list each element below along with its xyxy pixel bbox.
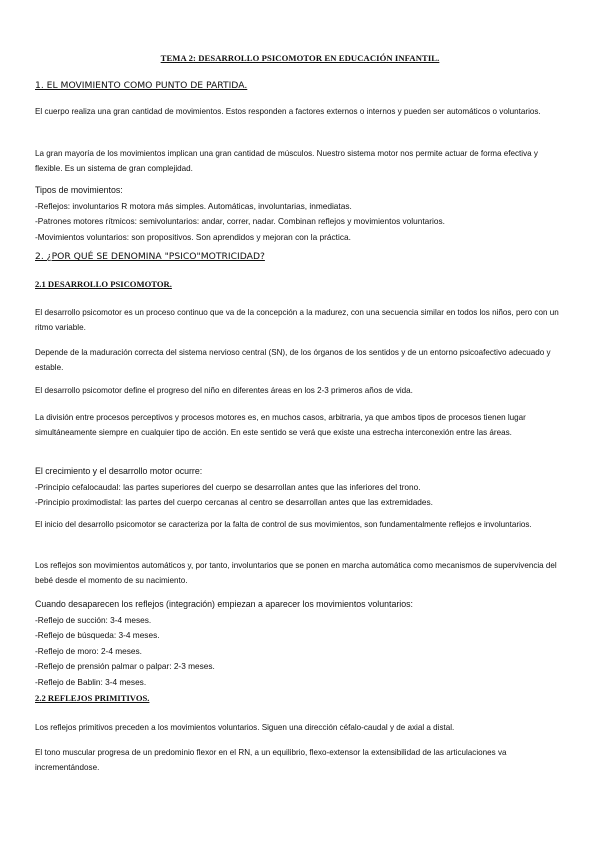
list-item: -Movimientos voluntarios: son propositivos. Son aprendidos y mejoran con la práctica. xyxy=(35,231,351,242)
section-1-paragraph: El cuerpo realiza una gran cantidad de movimientos. Estos responden a factores externos o internos y pueden ser automáticos o voluntarios. xyxy=(35,107,541,116)
movement-types-list xyxy=(35,183,565,245)
subsection-2-1-paragraph: La división entre procesos perceptivos y procesos motores es, en muchos casos, arbitraria, ya que ambos tipos de procesos tienen lugar simultáneamente siempre en cualquier tipo de acción. En este sentido se verá que existe una estrecha interconexión entre las áreas. xyxy=(35,413,526,437)
subsection-2-1-paragraph: El inicio del desarrollo psicomotor se caracteriza por la falta de control de sus movimientos, son fundamentalmente reflejos e involuntarios. xyxy=(35,520,532,529)
list-item: -Principio proximodistal: las partes del cuerpo cercanas al centro se desarrollan antes que las extremidades. xyxy=(35,497,433,508)
subsection-2-2-paragraph: Los reflejos primitivos preceden a los movimientos voluntarios. Siguen una dirección céfalo-caudal y de axial a distal. xyxy=(35,723,455,732)
reflexes-list xyxy=(35,597,565,691)
list-item: -Patrones motores rítmicos: semivoluntarios: andar, correr, nadar. Combinan reflejos y movimientos voluntarios. xyxy=(35,216,445,227)
subsection-2-1-paragraph: El desarrollo psicomotor define el progreso del niño en diferentes áreas en los 2-3 primeros años de vida. xyxy=(35,386,413,395)
document-title: TEMA 2: DESARROLLO PSICOMOTOR EN EDUCACIÓN INFANTIL. xyxy=(160,53,440,63)
subsection-2-1-paragraph: Depende de la maduración correcta del sistema nervioso central (SN), de los órganos de los sentidos y de un entorno psicoafectivo adecuado y estable. xyxy=(35,348,551,372)
list-item: -Principio cefalocaudal: las partes superiores del cuerpo se desarrollan antes que las inferiores del trono. xyxy=(35,481,421,492)
subsection-2-1-heading: 2.1 DESARROLLO PSICOMOTOR. xyxy=(35,279,172,289)
section-1-heading: 1. EL MOVIMIENTO COMO PUNTO DE PARTIDA. xyxy=(35,80,248,91)
list-item: -Reflejo de succión: 3-4 meses. xyxy=(35,614,152,625)
list-item: -Reflejo de prensión palmar o palpar: 2-3 meses. xyxy=(35,661,215,672)
subsection-2-1-paragraph: Los reflejos son movimientos automáticos y, por tanto, involuntarios que se ponen en marcha automática como mecanismos de supervivencia del bebé desde el momento de su nacimiento. xyxy=(35,561,557,585)
list-item: -Reflejo de búsqueda: 3-4 meses. xyxy=(35,630,160,641)
list-item: -Reflejos: involuntarios R motora más simples. Automáticas, involuntarias, inmediatas. xyxy=(35,200,352,211)
growth-intro: El crecimiento y el desarrollo motor ocurre: xyxy=(35,466,203,476)
growth-principles-list xyxy=(35,464,565,511)
subsection-2-1-paragraph: El desarrollo psicomotor es un proceso continuo que va de la concepción a la madurez, con una secuencia similar en todos los niños, pero con un ritmo variable. xyxy=(35,308,559,332)
section-2-heading: 2. ¿POR QUÉ SE DENOMINA "PSICO"MOTRICIDAD? xyxy=(35,251,265,262)
subsection-2-2-heading: 2.2 REFLEJOS PRIMITIVOS. xyxy=(35,693,150,703)
section-1-paragraph: La gran mayoría de los movimientos implican una gran cantidad de músculos. Nuestro sistema motor nos permite actuar de forma efectiva y flexible. Es un sistema de gran complejidad. xyxy=(35,149,538,173)
list-item: -Reflejo de Bablin: 3-4 meses. xyxy=(35,676,147,687)
list-item: -Reflejo de moro: 2-4 meses. xyxy=(35,645,142,656)
movement-types-intro: Tipos de movimientos: xyxy=(35,185,123,195)
subsection-2-2-paragraph: El tono muscular progresa de un predominio flexor en el RN, a un equilibrio, flexo-extensor la extensibilidad de las articulaciones va incrementándose. xyxy=(35,748,507,772)
reflexes-intro: Cuando desaparecen los reflejos (integración) empiezan a aparecer los movimientos voluntarios: xyxy=(35,599,413,609)
